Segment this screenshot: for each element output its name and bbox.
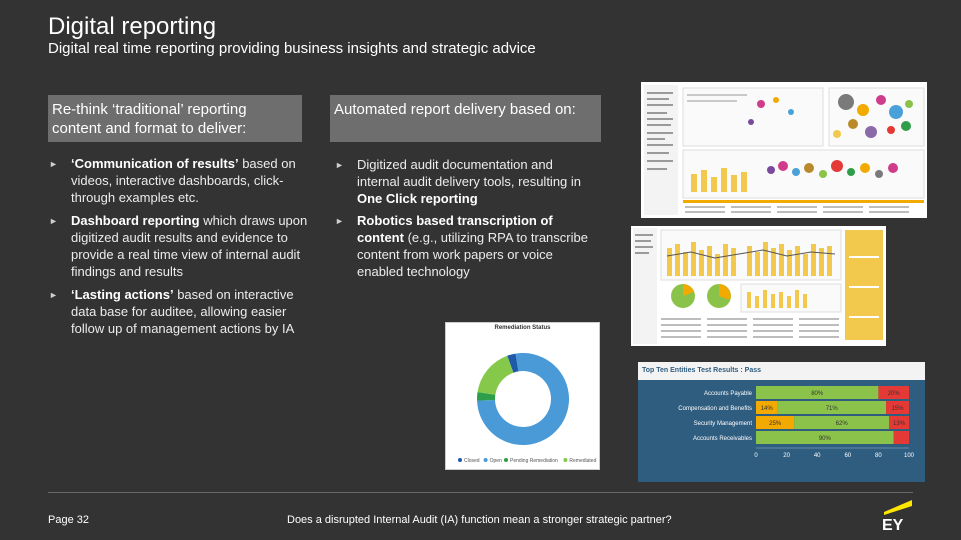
bullet-arrow-icon: ►	[335, 160, 344, 170]
dashboard-scatter-image	[641, 82, 927, 218]
dashboard-screenshot-bars	[631, 226, 886, 346]
legend-marker	[563, 458, 567, 462]
footer-divider	[48, 492, 913, 493]
list-item: ► ‘Communication of results’ based on videos, interactive dashboards, click-through examples etc.	[49, 156, 296, 205]
legend-label: Open	[489, 458, 502, 464]
category-label: Compensation and Benefits	[678, 406, 752, 412]
entities-chart-title: Top Ten Entities Test Results : Pass	[638, 362, 925, 380]
bar-data-label: 14%	[760, 406, 773, 412]
ey-logo	[880, 498, 916, 532]
remediation-donut-chart	[446, 323, 599, 469]
legend-label: Closed	[464, 458, 480, 464]
svg-text:EY: EY	[882, 517, 904, 532]
legend-label: Remediated	[569, 458, 597, 464]
bullet-arrow-icon: ►	[49, 159, 58, 169]
bar-data-label: 62%	[835, 421, 848, 427]
legend-marker	[504, 458, 508, 462]
bar-data-label: 25%	[769, 421, 782, 427]
left-column-heading: Re-think ‘traditional’ reporting content and format to deliver:	[48, 95, 302, 142]
category-label: Accounts Receivables	[692, 436, 752, 442]
x-tick-label: 20	[783, 453, 790, 459]
footer-caption: Does a disrupted Internal Audit (IA) function mean a stronger strategic partner?	[287, 514, 672, 526]
dashboard-screenshot-scatter	[641, 82, 927, 218]
ey-logo-image	[880, 498, 916, 532]
bar-data-label: 90%	[818, 436, 831, 442]
page-subtitle: Digital real time reporting providing business insights and strategic advice	[48, 40, 536, 57]
list-item: ► Robotics based transcription of content (e.g., utilizing RPA to transcribe content from work papers or voice enabled technology	[335, 213, 588, 279]
category-label: Accounts Payable	[703, 391, 752, 397]
bullet-arrow-icon: ►	[49, 290, 58, 300]
donut-slice	[478, 356, 514, 395]
x-tick-label: 100	[903, 453, 915, 459]
bar-segment	[894, 431, 909, 444]
remediation-status-title: Remediation Status	[494, 325, 551, 331]
page-title: Digital reporting	[48, 13, 217, 40]
bar-data-label: 13%	[893, 421, 906, 427]
list-item: ► Digitized audit documentation and internal audit delivery tools, resulting in One Click reporting	[335, 157, 582, 206]
x-tick-label: 40	[813, 453, 821, 459]
entities-bar-chart	[638, 380, 925, 482]
left-bullet-list	[49, 155, 311, 343]
page-number: Page 32	[48, 514, 89, 526]
list-item: ► Dashboard reporting which draws upon digitized audit results and evidence to provide a real time view of internal audit findings and results	[49, 213, 308, 279]
bar-data-label: 20%	[887, 391, 900, 397]
legend-marker	[458, 458, 462, 462]
category-label: Security Management	[693, 421, 752, 427]
x-tick-label: 0	[754, 453, 758, 459]
bar-data-label: 15%	[891, 406, 904, 412]
legend-label: Pending Remediation	[510, 458, 558, 464]
right-bullet-list	[335, 156, 590, 286]
bullet-arrow-icon: ►	[49, 216, 58, 226]
dashboard-bars-image	[631, 226, 886, 346]
entities-results-panel	[638, 362, 925, 482]
bullet-arrow-icon: ►	[335, 216, 344, 226]
bar-data-label: 80%	[811, 391, 824, 397]
x-tick-label: 60	[844, 453, 852, 459]
bar-data-label: 71%	[825, 406, 838, 412]
remediation-status-panel	[445, 322, 600, 470]
list-item: ► ‘Lasting actions’ based on interactive data base for auditee, allowing easier follow up of management actions by IA	[49, 287, 295, 336]
legend-marker	[484, 458, 488, 462]
right-column-heading: Automated report delivery based on:	[330, 95, 601, 142]
x-tick-label: 80	[875, 453, 882, 459]
